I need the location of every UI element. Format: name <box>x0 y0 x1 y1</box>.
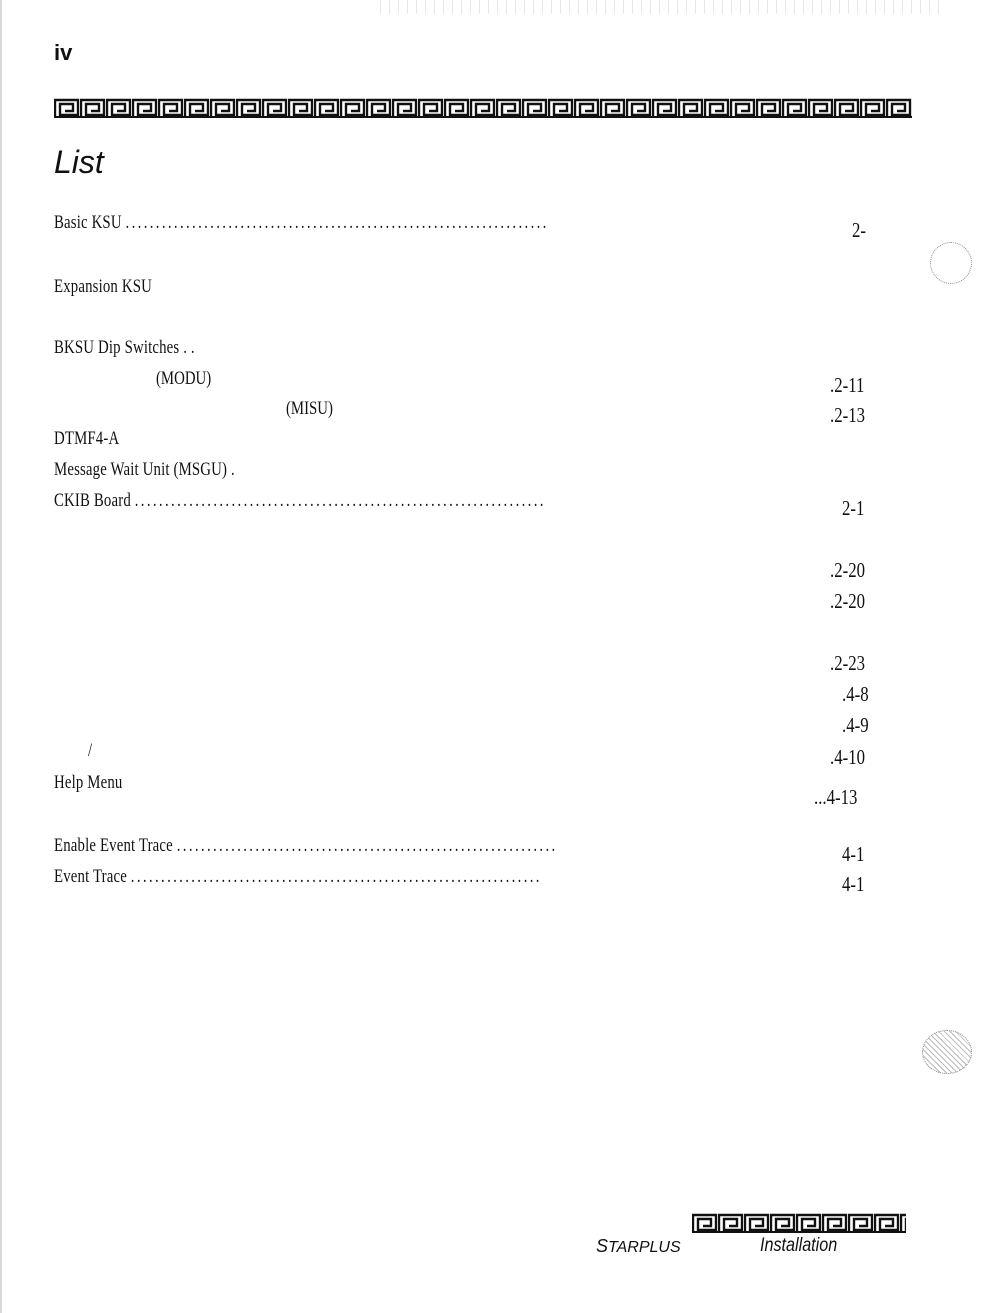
entry-page: 4-1 <box>842 872 865 896</box>
footer-section-title: Installation <box>760 1235 838 1256</box>
greek-key-border-icon <box>692 1213 906 1233</box>
entry-label: Enable Event Trace <box>54 835 173 856</box>
entry-label: Expansion KSU <box>54 276 152 297</box>
list-item-enable-event-trace <box>54 835 558 857</box>
list-item-dtmf4a <box>54 428 119 450</box>
entry-page: 4-1 <box>842 842 865 866</box>
entry-page: .4-10 <box>830 745 865 769</box>
leader-dots: .................................................................... <box>134 490 546 511</box>
page-number: iv <box>54 40 73 65</box>
entry-page: 2-1 <box>842 496 865 520</box>
entry-page: .2-23 <box>830 651 865 675</box>
entry-page: .2-11 <box>830 373 865 397</box>
entry-label: Event Trace <box>54 866 127 887</box>
list-item-ckib <box>54 490 546 512</box>
page-title: List <box>54 144 104 180</box>
entry-page: 2- <box>852 218 866 242</box>
entry-label: Help Menu <box>54 772 123 793</box>
list-item-help-menu <box>54 772 122 794</box>
list-item-bksu-dip <box>54 337 195 359</box>
list-item-basic-ksu <box>54 212 549 234</box>
entry-page: .2-20 <box>830 558 865 582</box>
page-edge <box>0 0 2 1313</box>
leader-dots: ...................................................................... <box>125 212 549 233</box>
entry-page: .4-8 <box>842 682 869 706</box>
greek-key-border-icon <box>54 98 912 118</box>
binder-hole-icon <box>930 242 972 284</box>
entry-label: DTMF4-A <box>54 428 120 449</box>
footer-brand: STARPLUS <box>596 1236 681 1256</box>
entry-label: Message Wait Unit (MSGU) . <box>54 459 235 480</box>
leader-dots: ............................................................... <box>176 835 558 856</box>
entry-label: Basic KSU <box>54 212 122 233</box>
entry-page: .2-13 <box>830 403 865 427</box>
entry-page: ...4-13 <box>814 785 858 809</box>
entry-label: (MISU) <box>286 398 333 419</box>
entry-label: (MODU) <box>156 368 212 389</box>
entry-label: / <box>88 740 93 761</box>
binder-hole-icon <box>922 1030 972 1074</box>
entry-label: CKIB Board <box>54 490 131 511</box>
entry-page: .2-20 <box>830 589 865 613</box>
list-item-expansion-ksu <box>54 276 152 298</box>
leader-dots: .................................................................... <box>130 866 542 887</box>
list-item-event-trace <box>54 866 542 888</box>
scan-noise <box>380 0 940 14</box>
entry-page: .4-9 <box>842 713 869 737</box>
list-item-msgu <box>54 459 235 481</box>
entry-label: BKSU Dip Switches . . <box>54 337 195 358</box>
